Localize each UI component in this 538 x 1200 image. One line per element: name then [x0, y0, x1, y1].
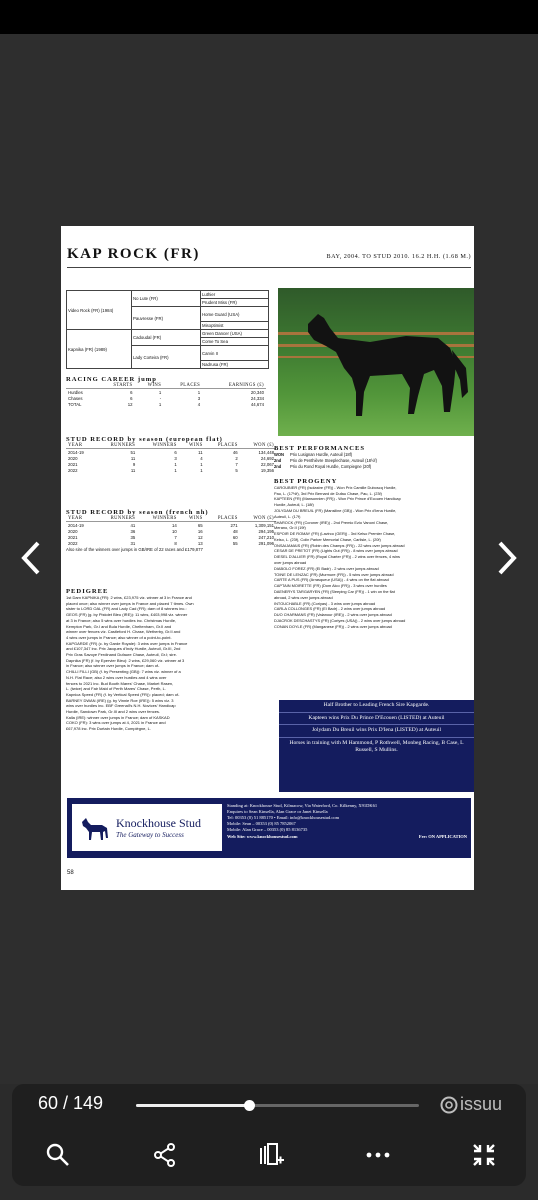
column-header: PLACES — [205, 443, 240, 449]
table-cell: 2021 — [68, 461, 78, 467]
text-line: L. (twice) and Fair Maid of Perth Mares' Chase, Perth, L. — [66, 686, 166, 692]
issuu-wordmark: issuu — [460, 1094, 503, 1114]
racing-career-heading: RACING CAREER jump — [66, 376, 157, 383]
column-header: YEAR — [66, 516, 95, 522]
text-line: SHAROCK (FR) (Coroner (IRE)) - 2nd Premio Ezio Vanoni Chase, — [274, 519, 389, 525]
column-header: PLACES — [163, 383, 202, 389]
text-line: KAPGARDE (FR) (c. by Garde Royale): 3 wins over jumps in France — [66, 640, 188, 646]
stud-flat-heading: STUD RECORD by season (european flat) — [66, 436, 223, 443]
page-slider-fill — [136, 1104, 249, 1107]
chevron-right-icon — [496, 540, 518, 576]
table-cell: 24,692 — [260, 455, 274, 461]
text-line: CESAR DE PRETOT (FR) (Lights Out (FR)) - 8 wins over jumps abroad — [274, 548, 398, 554]
highlights-box — [279, 700, 474, 792]
more-icon — [365, 1151, 391, 1159]
granddam2-cell: Lady Corteira (FR) — [132, 346, 201, 369]
text-line: sister to LORD OAL (FR) and Lady Cad (FR); dam of 8 winners inc.: — [66, 606, 187, 612]
table-cell: 41 — [130, 522, 136, 528]
table-cell: Chases — [68, 395, 83, 401]
fee-text: Fee: ON APPLICATION — [418, 834, 467, 839]
table-cell: 3 — [197, 395, 201, 401]
text-line: Kempton Park, Gr.I and Bula Hurdle, Cheltenham, Gr.II and — [66, 623, 172, 629]
page-number: 58 — [67, 870, 74, 876]
text-line: Kelso, L. (23f), Colin Parker Memorial Chase, Carlisle, L. (20f) — [274, 536, 381, 542]
table-cell: 2022 — [68, 467, 78, 473]
contact-lines — [227, 803, 467, 833]
text-line: ESPOIR DE ROMAY (FR) (Lavirco (GER)) - 3rd Kelso Premier Chase, — [274, 531, 396, 537]
status-bar — [0, 0, 538, 34]
table-cell: 8 — [174, 540, 177, 546]
column-header: WINS — [179, 443, 205, 449]
text-line: DIABOLO FOREZ (FR) (El Badr) - 2 wins over jumps abroad — [274, 565, 379, 571]
table-cell: 247,210 — [258, 534, 274, 540]
table-cell: 2014-19 — [68, 522, 84, 528]
text-line: wins over hurdles inc. EBF Greenall's N.H. Novices' Handicap — [66, 703, 176, 709]
issuu-logo-icon — [440, 1096, 458, 1114]
text-line: Kalla (IRE): winner over jumps in France; dam of KASKAD — [66, 714, 170, 720]
text-line: fences to 2021 inc. Bud Booth Mares' Chase, Market Rasen, — [66, 680, 174, 686]
table-cell: 1 — [200, 467, 203, 473]
exit-fullscreen-button[interactable] — [462, 1138, 506, 1172]
viewer-tools — [36, 1138, 506, 1172]
column-header: PLACES — [205, 516, 240, 522]
column-header: WON (£) — [240, 443, 276, 449]
issuu-brand[interactable] — [440, 1094, 502, 1115]
stud-nh-note: Also sire of the winners over jumps in GB/IRE of 22 races and £179,877 — [66, 547, 203, 552]
text-line: Kapnica Speed (FR) (f. by Vertical Speed (FR)): placed; dam of- — [66, 691, 180, 697]
table-row — [66, 540, 276, 546]
table-cell: 3 — [174, 455, 177, 461]
table-cell: 60 — [232, 534, 238, 540]
text-line: CARTE A PUS (FR) (Arrasqueur (USA)) - 4 wins on the flat abroad — [274, 577, 389, 583]
best-progeny-heading: BEST PROGENY — [274, 477, 338, 485]
document-page[interactable] — [61, 226, 474, 890]
search-button[interactable] — [36, 1138, 80, 1172]
racing-career-table — [66, 383, 266, 407]
text-line: INTOUCHABLE (FR) (Coriyas) - 3 wins over jumps abroad — [274, 600, 376, 606]
highlight-line: Kapteen wins Prix Du Prince D'Ecouen (LISTED) at Auteuil — [279, 713, 474, 726]
text-line: ONSAIJAMAIS (FR) (Robin des Champs (FR)) - 22 wins over jumps abroad — [274, 542, 405, 548]
table-cell: 10 — [171, 528, 177, 534]
page-counter: 60 / 149 — [38, 1093, 104, 1113]
grandsire1-cell: No Lute (FR) — [132, 291, 201, 307]
table-cell: 16 — [197, 528, 203, 534]
table-cell: 48 — [232, 528, 238, 534]
table-cell: 4 — [197, 401, 201, 407]
table-cell: 1 — [174, 467, 177, 473]
text-line: abroad, 2 wins over jumps abroad — [274, 594, 333, 600]
performance-race: Prix Lusignan Hurdle, Auteuil (18f) — [290, 452, 353, 457]
add-clip-button[interactable] — [249, 1138, 293, 1172]
table-cell: 6 — [130, 389, 133, 395]
text-line: Hurdle, Auteuil, L. (18f) — [274, 502, 314, 508]
next-page-button[interactable] — [492, 540, 522, 576]
website-text: Web Site: www.knockhousestud.com — [227, 834, 298, 839]
table-cell: 11 — [198, 449, 203, 455]
logo-tagline: The Gateway to Success — [116, 831, 184, 839]
g3-cell: Home Guard (USA) — [201, 307, 269, 322]
best-performances-list — [274, 452, 470, 470]
text-line: COKO (FR): 3 wins over jumps at 4, 2021 in France and — [66, 720, 166, 726]
table-cell: 1 — [200, 461, 203, 467]
performance-result: 2nd — [274, 463, 282, 469]
text-line: DJACROK DESCHASTYS (FR) (Coriyes (USA)) - 2 wins over jumps abroad — [274, 618, 406, 624]
pedigree-table — [66, 290, 269, 369]
stud-nh-section — [66, 509, 276, 552]
column-header: WINNERS — [137, 516, 178, 522]
text-line: and £107,347 inc. Prix Jacques d'Indy Hurdle, Auteuil, Gr.III, 2nd — [66, 646, 181, 652]
table-cell: 2 — [235, 455, 238, 461]
table-row — [66, 467, 276, 473]
stud-banner — [67, 798, 471, 858]
page-slider[interactable] — [136, 1104, 419, 1107]
column-header: WINNERS — [137, 443, 178, 449]
table-cell: 2021 — [68, 534, 78, 540]
page-title: KAP ROCK (FR) — [67, 246, 200, 262]
table-cell: 7 — [174, 534, 177, 540]
table-cell: 55 — [232, 540, 238, 546]
text-line: Enquires to Sean Kinsella, Alan Grace or Janet Kinsella — [227, 809, 328, 814]
performance-race: Prix de Penthièvre Steeplechase, Auteuil (18½f) — [290, 457, 377, 463]
text-line: winner over fences viz. Castleford H. Chase, Wetherby, Gr.II and — [66, 629, 181, 635]
title-row — [67, 246, 471, 268]
text-line: BARNEY DWAN (IRE) (g. by Vinnie Roe (IRE)): 5 wins viz. 3 — [66, 697, 174, 703]
column-header: EARNINGS (£) — [202, 383, 266, 389]
text-line: DUO CHARMANS (FR) (Valanour (IRE)) - 2 wins over jumps abroad — [274, 612, 392, 618]
text-line: over jumps abroad — [274, 560, 307, 566]
table-cell: 6 — [130, 395, 133, 401]
g3-cell: Misoptimist — [201, 322, 269, 330]
table-cell: - — [159, 395, 162, 401]
text-line: Tel: 00353 (0) 51 885170 • Email: info@knockhousestud.com — [227, 815, 340, 820]
stud-flat-section — [66, 436, 276, 473]
previous-page-button[interactable] — [16, 540, 46, 576]
text-line: CARLA COLLONGES (FR) (El Badr) - 2 wins over jumps abroad — [274, 606, 386, 612]
column-header: WINS — [179, 516, 205, 522]
table-cell: 11 — [130, 467, 136, 473]
table-cell: Hurdles — [68, 389, 83, 395]
chevron-left-icon — [20, 540, 42, 576]
text-line: Prix Gras Savoye Ferdinand Dufaure Chase, Auteuil, Gr.I; sire. — [66, 652, 177, 658]
granddam1-cell: Pauvresse (FR) — [132, 307, 201, 330]
table-cell: 2022 — [68, 540, 78, 546]
column-header: RUNNERS — [95, 516, 137, 522]
text-line: DIESEL D'ALLIER (FR) (Royal Charter (FR)) - 2 wins over fences, 4 wins — [274, 554, 400, 560]
text-line: Standing at: Knockhouse Stud, Kilmacow, Via Waterford, Co. Kilkenny, X91DK61 — [227, 803, 378, 808]
text-line: 1st Dam KAPNIKA (FR): 2 wins, £23,975 viz. winner at 3 in France and — [66, 595, 192, 600]
text-line: CONAN DOYLE (FR) (Manganese (FR)) - 2 wins over jumps abroad — [274, 623, 392, 629]
dam-cell: Kapnika (FR) (1989) — [67, 330, 132, 369]
table-cell: 2014-19 — [68, 449, 84, 455]
column-header: WINS — [135, 383, 164, 389]
stud-logo — [72, 804, 222, 851]
column-header: YEAR — [66, 443, 95, 449]
text-line: Mobile: Sean – 00353 (0) 85 7852067 — [227, 821, 296, 826]
performance-result: 2nd — [274, 457, 282, 463]
horse-photo — [278, 288, 474, 436]
highlight-line: Half Brother to Leading French Sire Kapgarde. — [279, 700, 474, 713]
performance-result: WON — [274, 452, 285, 457]
text-line: Auteuil, L. (17f) — [274, 513, 301, 519]
g3-cell: Come To Sea — [201, 338, 269, 346]
grandsire2-cell: Cadoudal (FR) — [132, 330, 201, 346]
text-line: Hurdle, Sandown Park, Gr.III and 2 wins over fences. — [66, 709, 161, 715]
table-cell: 14 — [171, 522, 177, 528]
sire-cell: Video Rock (FR) (1984) — [67, 291, 132, 330]
share-button[interactable] — [143, 1138, 187, 1172]
table-cell: 291,096 — [258, 540, 274, 546]
table-cell: 1 — [158, 401, 162, 407]
best-performances-section — [274, 445, 470, 630]
text-line: GEOS (FR) (g. by Pistolet Bleu (IRE)): 11 wins, £403,998 viz. winner — [66, 612, 188, 618]
table-cell: 294,195 — [258, 528, 274, 534]
racing-career-section — [66, 376, 271, 407]
table-cell: 12 — [127, 401, 133, 407]
table-cell: 20,340 — [250, 389, 264, 395]
text-line: KAPTEEN (FR) (Mansonnien (FR)) - Won Prix Prince d'Ecouen Handicap — [274, 496, 401, 502]
pedigree-section — [66, 588, 276, 732]
text-line: Pau, L. (17½f), 3rd Prix Bernard de Dufau Chase, Pau, L. (23f) — [274, 490, 382, 496]
text-line: at 3 in France; also 5 wins over hurdles inc. Christmas Hurdle, — [66, 617, 177, 623]
g3-cell: Luthier — [201, 291, 269, 299]
pedigree-heading: PEDIGREE — [66, 588, 109, 595]
g3-cell: Nadrusa (FR) — [201, 361, 269, 369]
table-cell: 271 — [230, 522, 238, 528]
performance-race: Prix du Rond Royal Hurdle, Compiegne (20f) — [290, 463, 372, 469]
g3-cell: Prudent Miss (FR) — [201, 299, 269, 307]
fullscreen-exit-icon — [471, 1142, 497, 1168]
stud-nh-heading: STUD RECORD by season (french nh) — [66, 509, 209, 516]
table-cell: 2020 — [68, 455, 78, 461]
g3-cell: Green Dancer (USA) — [201, 330, 269, 338]
table-cell: 1,309,151 — [254, 522, 274, 528]
table-cell: 19,356 — [260, 467, 274, 473]
text-line: Mobile: Alan Grace – 00353 (0) 85 8136735 — [227, 827, 308, 832]
horse-silhouette — [278, 288, 474, 436]
text-line: placed once; also winner over jumps in France and placed 7 times. Own — [66, 600, 194, 606]
table-cell: 1 — [158, 389, 162, 395]
table-cell: 44,674 — [250, 401, 264, 407]
search-icon — [45, 1142, 71, 1168]
text-line: in France; also winner over jumps in France; dam of- — [66, 663, 160, 669]
add-clip-icon — [257, 1142, 285, 1168]
text-line: CHILLI FILLI (GB) (f. by Presenting (GB)): 7 wins viz. winner of a — [66, 669, 181, 675]
column-header: STARTS — [97, 383, 135, 389]
table-cell: 7 — [235, 461, 238, 467]
table-cell: 46 — [232, 449, 238, 455]
table-cell: 5 — [235, 467, 238, 473]
table-cell: 6 — [174, 449, 177, 455]
highlight-line: Horses in training with M Hammond, P Rothwell, Monbeg Racing, B Case, L Russell, S Mullins. — [289, 739, 464, 753]
table-cell: 134,448 — [258, 449, 274, 455]
text-line: N.H. Flat Race; also 2 wins over hurdles and 4 wins over — [66, 674, 167, 680]
best-progeny-list — [274, 485, 470, 630]
table-cell: 1 — [174, 461, 177, 467]
g3-cell: Carvin II — [201, 346, 269, 361]
more-button[interactable] — [356, 1138, 400, 1172]
highlight-line: Jolydam Du Breuil wins Prix D'Iena (LISTED) at Auteuil — [279, 725, 474, 738]
table-cell: 51 — [130, 449, 136, 455]
best-performances-heading: BEST PERFORMANCES — [274, 445, 366, 452]
table-row — [66, 401, 266, 407]
table-cell: 12 — [197, 534, 203, 540]
table-cell: 13 — [197, 540, 203, 546]
text-line: Merano, Gr.II (19f) — [274, 525, 306, 531]
table-cell: 22,067 — [260, 461, 274, 467]
table-cell: 9 — [132, 461, 136, 467]
text-line: TOINE DE LENZAC (FR) (Murmure (FR)) - 5 wins over jumps abroad — [274, 571, 394, 577]
column-header: RUNNERS — [95, 443, 137, 449]
table-cell: TOTAL — [68, 401, 82, 407]
text-line: CAROUBIER (FR) (Isolastre (FR)) - Won Prix Camille Duboscq Hurdle, — [274, 484, 397, 490]
table-cell: 24,334 — [250, 395, 264, 401]
table-cell: 65 — [197, 522, 203, 528]
performance-row — [274, 464, 470, 470]
table-cell: 36 — [130, 528, 136, 534]
share-icon — [152, 1142, 178, 1168]
table-cell: 35 — [130, 534, 136, 540]
table-cell: 11 — [130, 455, 136, 461]
stud-flat-table — [66, 443, 276, 473]
table-cell: 4 — [200, 455, 203, 461]
table-cell: 1 — [197, 389, 201, 395]
table-cell: 31 — [130, 540, 136, 546]
column-header: WON (£) — [240, 516, 276, 522]
text-line: £67,978 inc. Prix Durtain Hurdle, Compiègne, L. — [66, 726, 151, 732]
page-subtitle: BAY, 2004. TO STUD 2010. 16.2 H.H. (1.68 M.) — [326, 253, 471, 260]
text-line: Dapnika (FR) (f. by Epervier Bleu): 2 wins, £29,060 viz. winner at 3 — [66, 657, 185, 663]
pedigree-text — [66, 595, 276, 732]
text-line: CAPTAIN MOIRETTE (FR) (Dom Alco (FR)) - 3 wins over hurdles — [274, 583, 387, 589]
logo-name: Knockhouse Stud — [116, 816, 201, 830]
text-line: DAENERYS TARGARYEN (FR) (Sleeping Car (FR)) - 1 win on the flat — [274, 589, 395, 595]
table-cell: 2020 — [68, 528, 78, 534]
text-line: JOLYDAM DU BREUIL (FR) (Mansiline (GB)) - Won Prix d'Iena Hurdle, — [274, 507, 397, 513]
text-line: 4 wins over jumps in France; also winner of a point-to-point. — [66, 634, 172, 640]
stud-contact-info — [227, 803, 467, 840]
stud-nh-table — [66, 516, 276, 546]
horse-logo-icon — [78, 814, 112, 842]
